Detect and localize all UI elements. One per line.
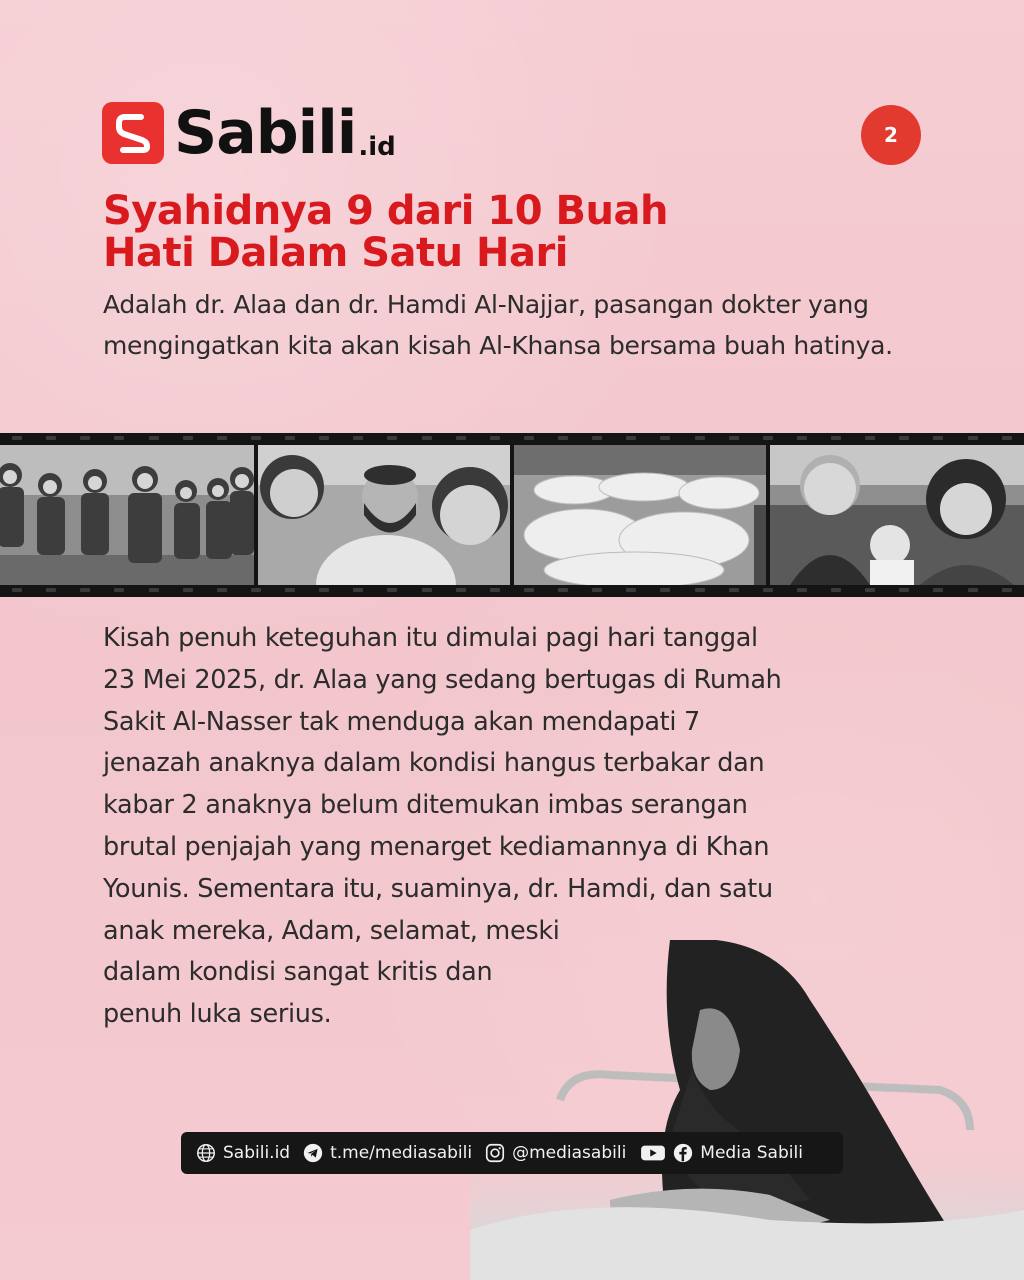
- story-line: 23 Mei 2025, dr. Alaa yang sedang bertugas di Rumah: [103, 664, 782, 695]
- globe-icon: [195, 1142, 217, 1164]
- story-line: dalam kondisi sangat kritis dan: [103, 957, 493, 988]
- shrouded-bodies-photo: [514, 445, 766, 585]
- story-line: kabar 2 anaknya belum ditemukan imbas serangan: [103, 790, 748, 821]
- footer-telegram-label: t.me/mediasabili: [330, 1143, 473, 1163]
- story-line: Kisah penuh keteguhan itu dimulai pagi hari tanggal: [103, 623, 758, 653]
- footer-website[interactable]: [195, 1142, 290, 1164]
- brand-suffix: .id: [358, 132, 396, 162]
- sabili-logo: [102, 98, 396, 168]
- mourning-mother-photo: [470, 940, 1024, 1280]
- film-holes-top: [0, 436, 1024, 442]
- instagram-icon: [484, 1142, 506, 1164]
- footer-website-label: Sabili.id: [223, 1143, 291, 1163]
- intro-paragraph: Adalah dr. Alaa dan dr. Hamdi Al-Najjar, pasangan dokter yang mengingatkan kita akan kisah Al-Khansa bersama buah hatinya.: [103, 290, 893, 360]
- footer-instagram[interactable]: [484, 1142, 626, 1164]
- headline-line-1: Syahidnya 9 dari 10 Buah: [103, 188, 668, 234]
- film-holes-bottom: [0, 588, 1024, 594]
- photo-strip: [0, 433, 1024, 597]
- story-line: penuh luka serius.: [103, 999, 332, 1030]
- footer-youtube-facebook-label: Media Sabili: [700, 1143, 803, 1163]
- headline: [103, 190, 823, 274]
- father-with-children-selfie-photo: [258, 445, 510, 585]
- sabili-logo-icon: [102, 102, 164, 164]
- youtube-icon: [638, 1142, 668, 1164]
- footer-youtube-facebook[interactable]: [638, 1142, 803, 1164]
- story-line: anak mereka, Adam, selamat, meski: [103, 915, 560, 946]
- story-line: Younis. Sementara itu, suaminya, dr. Hamdi, dan satu: [103, 873, 773, 904]
- social-footer-bar: [181, 1132, 843, 1174]
- facebook-icon: [672, 1142, 694, 1164]
- page-number-badge: 2: [861, 105, 921, 165]
- story-line: brutal penjajah yang menarget kediamannya di Khan: [103, 831, 770, 862]
- story-line: Sakit Al-Nasser tak menduga akan mendapati 7: [103, 706, 700, 737]
- siblings-portrait-photo: [770, 445, 1024, 585]
- footer-instagram-label: @mediasabili: [512, 1143, 627, 1163]
- headline-line-2: Hati Dalam Satu Hari: [103, 230, 568, 276]
- footer-telegram[interactable]: [302, 1142, 472, 1164]
- telegram-icon: [302, 1142, 324, 1164]
- story-line: jenazah anaknya dalam kondisi hangus terbakar dan: [103, 748, 765, 779]
- children-group-photo: [0, 445, 254, 585]
- brand-name: Sabili: [174, 98, 357, 168]
